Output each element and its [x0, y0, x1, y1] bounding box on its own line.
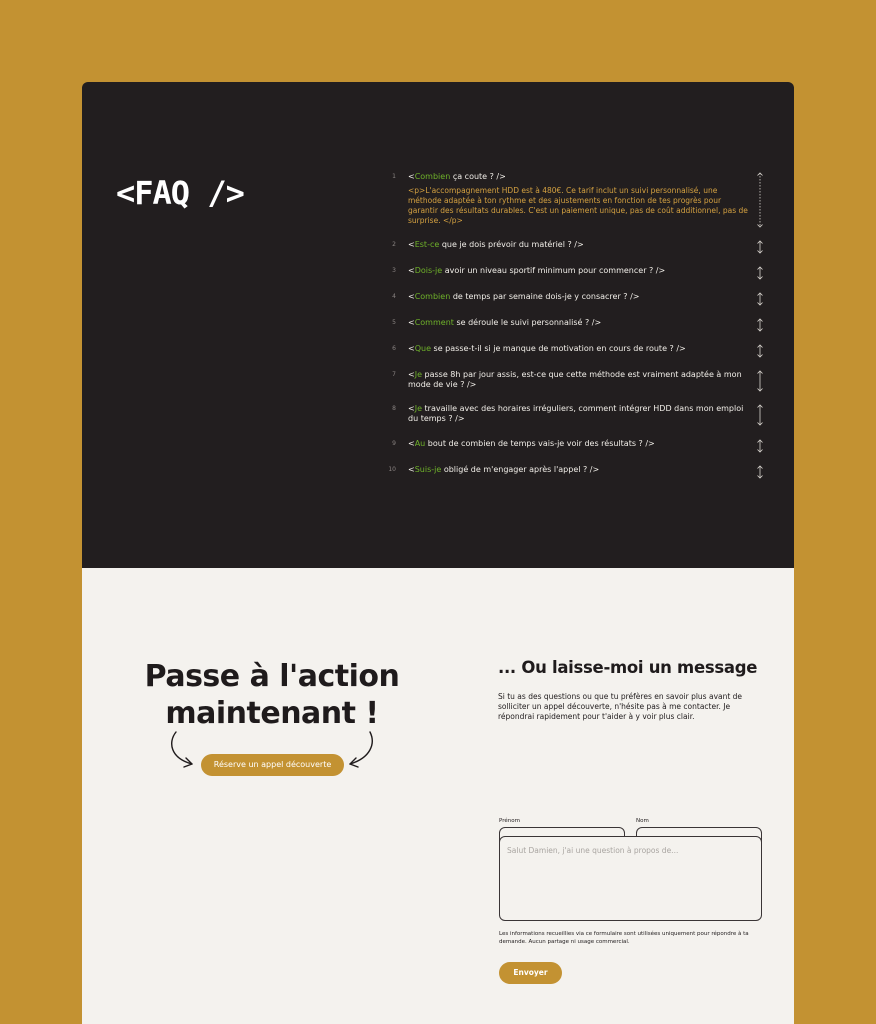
message-field[interactable]	[499, 836, 762, 921]
faq-item-number: 3	[392, 267, 396, 274]
book-call-button[interactable]: Réserve un appel découverte	[201, 754, 344, 776]
faq-item-number: 5	[392, 319, 396, 326]
faq-question-keyword: Je	[414, 370, 422, 379]
expand-arrows-icon[interactable]	[754, 404, 766, 426]
form-intro: Si tu as des questions ou que tu préfères en savoir plus avant de solliciter un appel découverte, n'hésite pas à me contacter. Je répondrai rapidement pour t'aider à y voir plus clair.	[498, 692, 743, 721]
faq-question[interactable]	[408, 439, 753, 449]
tag-open: <	[408, 318, 415, 327]
curved-arrow-left-icon	[168, 730, 198, 770]
faq-question-keyword: Que	[414, 344, 431, 353]
expand-arrows-icon[interactable]	[754, 266, 766, 280]
faq-question-keyword: Suis-je	[414, 465, 442, 474]
cta-title	[126, 658, 418, 732]
faq-question[interactable]	[408, 344, 753, 354]
faq-item-number: 4	[392, 293, 396, 300]
faq-question-keyword: Dois-je	[414, 266, 443, 275]
faq-item-number: 9	[392, 440, 396, 447]
expand-arrows-icon[interactable]	[754, 318, 766, 332]
expand-arrows-icon[interactable]	[754, 370, 766, 392]
faq-question-text: travaille avec des horaires irréguliers, comment intégrer HDD dans mon emploi du temps ? />	[408, 404, 744, 423]
faq-item-number: 1	[392, 173, 396, 180]
faq-question[interactable]	[408, 465, 753, 475]
faq-question-keyword: Combien	[414, 172, 451, 181]
faq-item-number: 6	[392, 345, 396, 352]
tag-open: <	[408, 240, 415, 249]
tag-open: <	[408, 344, 415, 353]
faq-question-text: se déroule le suivi personnalisé ? />	[453, 318, 602, 327]
contact-section	[82, 568, 794, 1024]
faq-question-text: se passe-t-il si je manque de motivation en cours de route ? />	[431, 344, 686, 353]
faq-question-text: avoir un niveau sportif minimum pour commencer ? />	[442, 266, 666, 275]
faq-question-keyword: Comment	[414, 318, 454, 327]
faq-question-text: bout de combien de temps vais-je voir des résultats ? />	[425, 439, 655, 448]
faq-question-keyword: Je	[414, 404, 422, 413]
firstname-label: Prénom	[499, 818, 520, 824]
faq-item-number: 2	[392, 241, 396, 248]
tag-open: <	[408, 370, 415, 379]
privacy-notice: Les informations recueillies via ce formulaire sont utilisées uniquement pour répondre à ta demande. Aucun partage ni usage commercial.	[499, 931, 749, 945]
faq-question[interactable]	[408, 404, 753, 424]
faq-question[interactable]	[408, 370, 753, 390]
tag-open: <	[408, 404, 415, 413]
faq-question[interactable]	[408, 240, 753, 250]
faq-question-text: de temps par semaine dois-je y consacrer ? />	[450, 292, 640, 301]
collapse-arrows-icon[interactable]	[754, 172, 766, 228]
tag-open: <	[408, 292, 415, 301]
faq-question-text: obligé de m'engager après l'appel ? />	[441, 465, 600, 474]
faq-question[interactable]	[408, 318, 753, 328]
expand-arrows-icon[interactable]	[754, 465, 766, 479]
tag-open: <	[408, 266, 415, 275]
faq-question[interactable]	[408, 172, 753, 182]
tag-open: <	[408, 172, 415, 181]
faq-question[interactable]	[408, 292, 753, 302]
expand-arrows-icon[interactable]	[754, 344, 766, 358]
faq-answer: <p>L'accompagnement HDD est à 480€. Ce tarif inclut un suivi personnalisé, une méthode adaptée à ton rythme et des ajustements en fonction de tes progrès pour garantir des résultats durables. C'est un paiement unique, pas de coût additionnel, pas de surprise. </p>	[408, 186, 748, 225]
faq-question-keyword: Est-ce	[414, 240, 440, 249]
expand-arrows-icon[interactable]	[754, 292, 766, 306]
faq-title: <FAQ />	[116, 174, 244, 212]
send-button[interactable]: Envoyer	[499, 962, 562, 984]
faq-item-number: 7	[392, 371, 396, 378]
faq-item-number: 8	[392, 405, 396, 412]
faq-question-text: passe 8h par jour assis, est-ce que cette méthode est vraiment adaptée à mon mode de vie ? />	[408, 370, 742, 389]
faq-question-keyword: Combien	[414, 292, 451, 301]
curved-arrow-right-icon	[344, 730, 374, 770]
expand-arrows-icon[interactable]	[754, 240, 766, 254]
faq-section	[82, 82, 794, 568]
faq-question-text: que je dois prévoir du matériel ? />	[439, 240, 584, 249]
lastname-label: Nom	[636, 818, 649, 824]
faq-question[interactable]	[408, 266, 753, 276]
form-title: ... Ou laisse-moi un message	[498, 658, 758, 677]
faq-question-keyword: Au	[414, 439, 426, 448]
tag-open: <	[408, 439, 415, 448]
cta-title-line2: maintenant !	[165, 696, 379, 731]
faq-item-number: 10	[388, 466, 396, 473]
cta-title-line1: Passe à l'action	[144, 659, 400, 694]
expand-arrows-icon[interactable]	[754, 439, 766, 453]
tag-open: <	[408, 465, 415, 474]
faq-question-text: ça coute ? />	[450, 172, 506, 181]
message-placeholder: Salut Damien, j'ai une question à propos de...	[507, 846, 679, 855]
